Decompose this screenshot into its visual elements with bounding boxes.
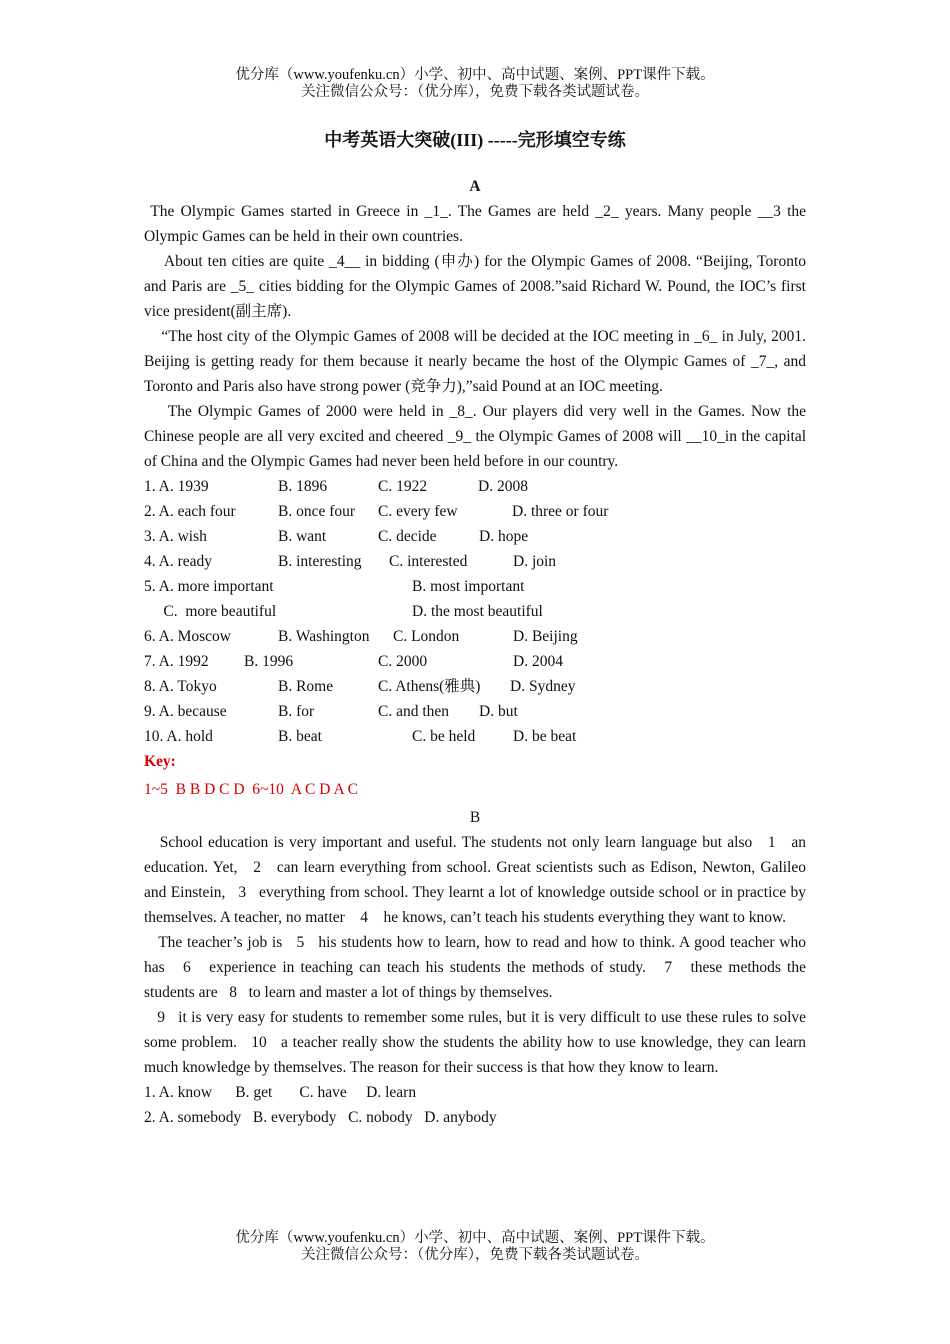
option: B. 1996 [244, 653, 294, 670]
option: D. join [513, 553, 557, 570]
section-b-paragraph: The teacher’s job is 5 his students how to learn, how to read and how to think. A good teacher who has 6 experience in teaching can teach his students the methods of study. 7 these methods the students are 8 to learn and master a lot of things by themselves. [144, 934, 810, 1001]
section-a-paragraph: “The host city of the Olympic Games of 2008 will be decided at the IOC meeting in _6_ in July, 2001. Beijing is getting ready for them because it nearly became the host of the Olympic Games of _7_, and Toronto and Paris also have strong power (竞争力),”said Pound at an IOC meeting. [144, 328, 810, 395]
option-row [144, 524, 806, 549]
option: D. 2008 [478, 478, 528, 495]
section-a-options [144, 474, 806, 749]
option: 1. A. 1939 [144, 478, 209, 495]
section-a-paragraph: About ten cities are quite _4__ in bidding (申办) for the Olympic Games of 2008. “Beijing, Toronto and Paris are _5_ cities bidding for the Olympic Games of 2008.”said Richard W. Pound, the IOC’s first vice president(副主席). [144, 253, 810, 320]
section-b-option: 2. A. somebody B. everybody C. nobody D. anybody [144, 1109, 497, 1126]
answer-key: 1~5 B B D C D 6~10 A C D A C [144, 781, 359, 798]
option: B. most important [412, 578, 525, 595]
option-row [144, 549, 806, 574]
option-row [144, 724, 806, 749]
option: C. interested [389, 553, 468, 570]
option: B. Rome [278, 678, 334, 695]
page-footer [0, 1230, 950, 1264]
option: B. want [278, 528, 327, 545]
option: D. be beat [513, 728, 577, 745]
option: D. three or four [512, 503, 609, 520]
option-row [144, 624, 806, 649]
option: C. more beautiful [144, 603, 277, 620]
option-row [144, 674, 806, 699]
option: C. and then [378, 703, 450, 720]
option: C. 2000 [378, 653, 428, 670]
option: C. 1922 [378, 478, 428, 495]
option: D. Sydney [510, 678, 576, 695]
section-b-option: 1. A. know B. get C. have D. learn [144, 1084, 417, 1101]
option: B. Washington [278, 628, 370, 645]
section-b-paragraph: School education is very important and useful. The students not only learn language but also 1 an education. Yet, 2 can learn everything from school. Great scientists such as Edison, Newton, Galileo and Einstein, 3 everything from school. They learnt a lot of knowledge outside school or in practice by themselves. A teacher, no matter 4 he knows, can’t teach his students everything they want to know. [144, 834, 810, 926]
option: D. but [479, 703, 518, 720]
option-row [144, 574, 806, 599]
document-body [144, 174, 810, 1130]
option: C. decide [378, 528, 437, 545]
option: D. the most beautiful [412, 603, 543, 620]
option: 7. A. 1992 [144, 653, 209, 670]
header-line-1: 优分库（www.youfenku.cn）小学、初中、高中试题、案例、PPT课件下载。 [235, 67, 715, 83]
option: B. once four [278, 503, 356, 520]
answer-key-label: Key: [144, 753, 176, 770]
section-a-label: A [469, 178, 481, 195]
page-header [0, 67, 950, 101]
section-a-paragraph: The Olympic Games of 2000 were held in _8_. Our players did very well in the Games. Now the Chinese people are all very excited and cheered _9_ the Olympic Games of 2008 will __10_in the capital of China and the Olympic Games had never been held before in our country. [144, 403, 810, 470]
section-a-paragraph: The Olympic Games started in Greece in _1_. The Games are held _2_ years. Many people __3 the Olympic Games can be held in their own countries. [144, 203, 810, 245]
option: 5. A. more important [144, 578, 274, 595]
footer-line-2: 关注微信公众号：（优分库），免费下载各类试题试卷。 [301, 1247, 649, 1263]
option-row [144, 474, 806, 499]
option: B. interesting [278, 553, 362, 570]
option: 10. A. hold [144, 728, 213, 745]
option-row [144, 699, 806, 724]
option: D. Beijing [513, 628, 578, 645]
option: B. beat [278, 728, 322, 745]
option: C. every few [378, 503, 458, 520]
option: 2. A. each four [144, 503, 236, 520]
header-line-2: 关注微信公众号：（优分库），免费下载各类试题试卷。 [301, 84, 649, 100]
option: B. 1896 [278, 478, 328, 495]
option: 9. A. because [144, 703, 227, 720]
option: 4. A. ready [144, 553, 213, 570]
option-row [144, 499, 806, 524]
section-b-paragraph: 9 it is very easy for students to remember some rules, but it is very difficult to use these rules to solve some problem. 10 a teacher really show the students the ability how to use knowledge, they can learn much knowledge by themselves. The reason for their success is that how they know to learn. [144, 1009, 810, 1076]
option-row [144, 649, 806, 674]
option: 6. A. Moscow [144, 628, 231, 645]
option: D. hope [479, 528, 529, 545]
option: 8. A. Tokyo [144, 678, 217, 695]
option: B. for [278, 703, 315, 720]
page-title: 中考英语大突破(III) -----完形填空专练 [324, 130, 626, 150]
option: D. 2004 [513, 653, 563, 670]
section-b-label: B [469, 809, 481, 826]
option: 3. A. wish [144, 528, 207, 545]
option-row [144, 599, 806, 624]
option: C. Athens(雅典) [378, 678, 481, 695]
option: C. be held [412, 728, 476, 745]
footer-line-1: 优分库（www.youfenku.cn）小学、初中、高中试题、案例、PPT课件下载。 [235, 1230, 715, 1246]
option: C. London [393, 628, 460, 645]
